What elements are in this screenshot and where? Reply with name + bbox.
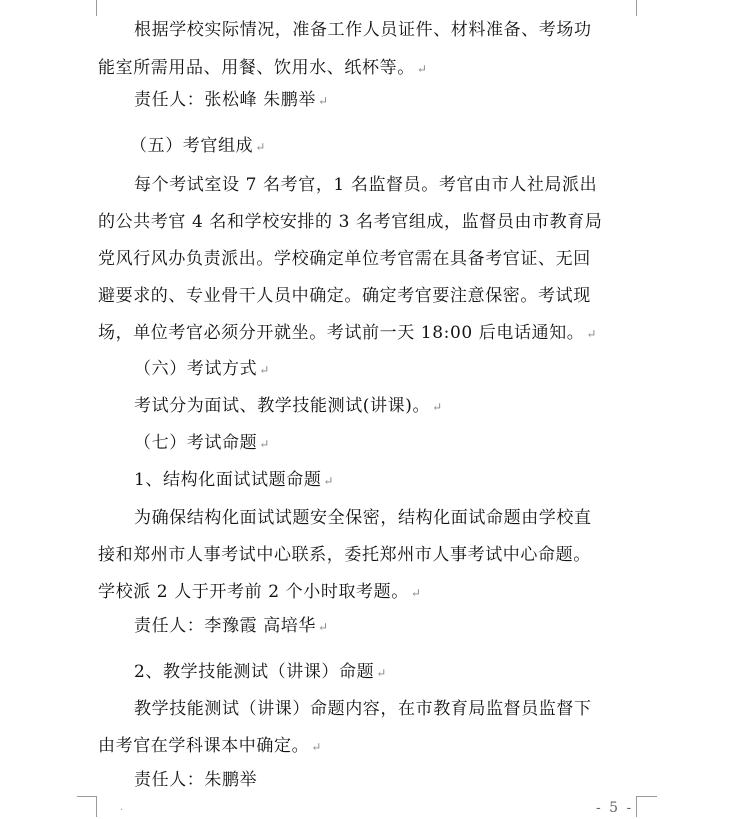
responsible-person-line: 责任人：张松峰 朱鹏举 ↵ (134, 90, 329, 110)
body-text-line: 教学技能测试（讲课）命题内容，在市教育局监督员监督下 (134, 699, 592, 719)
body-text-line: 场，单位考官必须分开就坐。考试前一天 18:00 后电话通知。 ↵ (98, 323, 598, 343)
section-heading: （七）考试命题 ↵ (134, 433, 270, 453)
body-text-line: 考试分为面试、教学技能测试(讲课)。 ↵ (134, 396, 443, 416)
subsection-heading: 2、教学技能测试（讲课）命题 ↵ (134, 662, 387, 682)
paragraph-mark-icon: ↵ (311, 740, 322, 754)
crop-mark-bottom-left (77, 796, 97, 817)
paragraph-mark-icon: ↵ (318, 94, 329, 108)
responsible-person-line: 责任人：朱鹏举 (134, 770, 258, 790)
body-text-line: 为确保结构化面试试题安全保密，结构化面试命题由学校直 (134, 508, 592, 528)
body-text-line: 能室所需用品、用餐、饮用水、纸杯等。 ↵ (98, 58, 428, 78)
crop-mark-top-right (636, 0, 637, 16)
paragraph-mark-icon: ↵ (376, 666, 387, 680)
body-text-line: 根据学校实际情况，准备工作人员证件、材料准备、考场功 (134, 20, 592, 40)
paragraph-mark-icon: ↵ (259, 363, 270, 377)
paragraph-mark-icon: ↵ (586, 327, 598, 341)
responsible-person-line: 责任人：李豫霞 高培华 ↵ (134, 616, 329, 636)
paragraph-mark-icon: ↵ (410, 586, 422, 600)
body-text-line: 每个考试室设 7 名考官，1 名监督员。考官由市人社局派出 (134, 175, 598, 195)
crop-mark-bottom-right (636, 796, 657, 817)
body-text-line: 接和郑州市人事考试中心联系，委托郑州市人事考试中心命题。 (98, 545, 591, 565)
paragraph-mark-icon: ↵ (416, 62, 428, 76)
body-text-line: 学校派 2 人于开考前 2 个小时取考题。 ↵ (98, 582, 422, 602)
section-heading: （六）考试方式 ↵ (134, 359, 270, 379)
page-number: - 5 - (596, 800, 634, 816)
crop-mark-top-left (96, 0, 97, 16)
paragraph-mark-icon: ↵ (318, 620, 329, 634)
paragraph-mark-icon: ↵ (323, 474, 335, 488)
body-text-line: 避要求的、专业骨干人员中确定。确定考官要注意保密。考试现 (98, 286, 591, 306)
paragraph-mark-icon: ↵ (259, 437, 270, 451)
body-text-line: 由考官在学科课本中确定。 ↵ (98, 736, 322, 756)
footer-mark: . (120, 802, 124, 813)
paragraph-mark-icon: ↵ (255, 140, 266, 154)
section-heading: （五）考官组成 ↵ (130, 136, 266, 156)
paragraph-mark-icon: ↵ (432, 400, 443, 414)
subsection-heading: 1、结构化面试试题命题 ↵ (134, 470, 335, 490)
body-text-line: 的公共考官 4 名和学校安排的 3 名考官组成，监督员由市教育局 (98, 212, 603, 232)
body-text-line: 党风行风办负责派出。学校确定单位考官需在具备考官证、无回 (98, 249, 591, 269)
